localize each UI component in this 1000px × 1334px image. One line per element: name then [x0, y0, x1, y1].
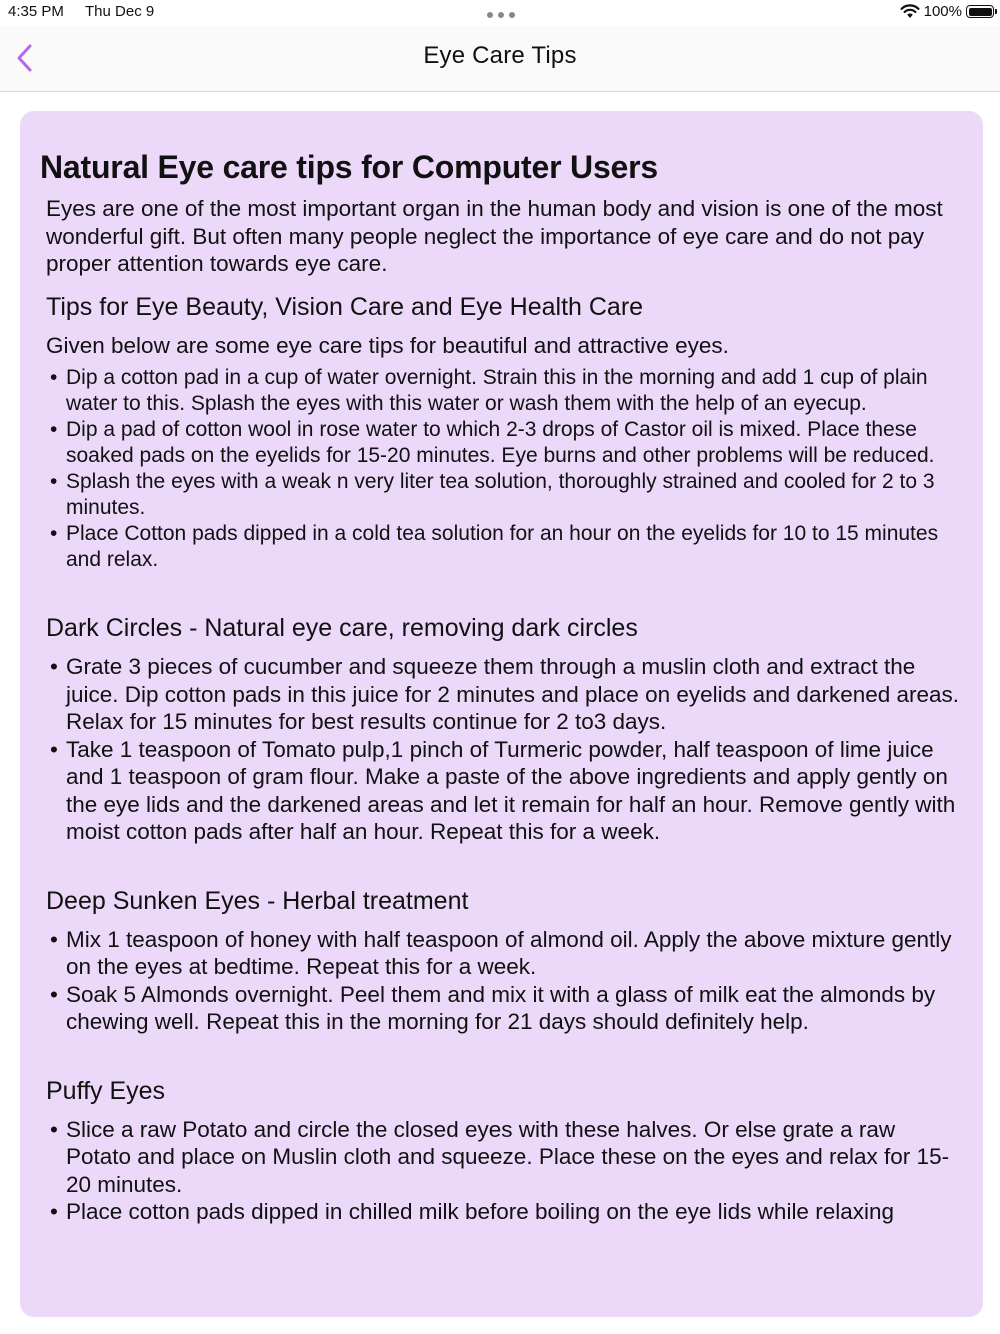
- section-heading: Puffy Eyes: [46, 1076, 166, 1105]
- dark-circles-list: [46, 653, 964, 846]
- battery-percent: 100%: [923, 3, 962, 20]
- status-time: 4:35 PM: [8, 3, 64, 20]
- section-heading: Deep Sunken Eyes - Herbal treatment: [46, 886, 469, 915]
- tips-list: [46, 365, 964, 573]
- multitasking-dots-icon[interactable]: [487, 12, 515, 18]
- list-item: • Splash the eyes with a weak n very liter tea solution, thoroughly strained and cooled for 2 to 3 minutes.: [46, 469, 964, 521]
- status-bar: [0, 0, 1000, 26]
- article-card: [20, 111, 983, 1317]
- list-item: • Mix 1 teaspoon of honey with half teaspoon of almond oil. Apply the above mixture gently on the eyes at bedtime. Repeat this for a week.: [46, 926, 964, 981]
- navigation-bar: [0, 26, 1000, 92]
- list-item: • Grate 3 pieces of cucumber and squeeze them through a muslin cloth and extract the juice. Dip cotton pads in this juice for 2 minutes and place on eyelids and darkened areas. Relax for 15 minutes for best results continue for 2 to3 days.: [46, 653, 964, 736]
- sunken-eyes-list: [46, 926, 964, 1036]
- status-date: Thu Dec 9: [85, 3, 155, 20]
- section-lead: Given below are some eye care tips for beautiful and attractive eyes.: [46, 332, 729, 358]
- list-item: • Dip a pad of cotton wool in rose water to which 2-3 drops of Castor oil is mixed. Place these soaked pads on the eyelids for 15-20 minutes. Eye burns and other problems will be reduced.: [46, 417, 964, 469]
- status-right: [900, 3, 994, 20]
- list-item: • Take 1 teaspoon of Tomato pulp,1 pinch of Turmeric powder, half teaspoon of lime juice and 1 teaspoon of gram flour. Make a paste of the above ingredients and apply gently on the eye lids and the darkened areas and let it remain for half an hour. Remove gently with moist cotton pads after half an hour. Repeat this for a week.: [46, 736, 964, 846]
- list-item: • Soak 5 Almonds overnight. Peel them and mix it with a glass of milk eat the almonds by chewing well. Repeat this in the morning for 21 days should definitely help.: [46, 981, 964, 1036]
- battery-icon: [966, 5, 994, 18]
- section-heading: Tips for Eye Beauty, Vision Care and Eye Health Care: [46, 292, 644, 321]
- list-item: • Dip a cotton pad in a cup of water overnight. Strain this in the morning and add 1 cup of plain water to this. Splash the eyes with this water or wash them with the help of an eyecup.: [46, 365, 964, 417]
- article-content: [46, 195, 964, 1226]
- list-item: • Slice a raw Potato and circle the closed eyes with these halves. Or else grate a raw Potato and place on Muslin cloth and squeeze. Place these on the eyes and relax for 15-20 minutes.: [46, 1116, 964, 1199]
- wifi-icon: [900, 4, 920, 19]
- page-title: Eye Care Tips: [423, 42, 577, 69]
- puffy-eyes-list: [46, 1116, 964, 1226]
- list-item: • Place Cotton pads dipped in a cold tea solution for an hour on the eyelids for 10 to 15 minutes and relax.: [46, 521, 964, 573]
- article-intro: Eyes are one of the most important organ in the human body and vision is one of the most wonderful gift. But often many people neglect the importance of eye care and do not pay proper attention towards eye care.: [46, 196, 943, 276]
- article-title: Natural Eye care tips for Computer Users: [40, 149, 658, 185]
- section-heading: Dark Circles - Natural eye care, removing dark circles: [46, 614, 638, 642]
- list-item: • Place cotton pads dipped in chilled milk before boiling on the eye lids while relaxing: [46, 1198, 964, 1226]
